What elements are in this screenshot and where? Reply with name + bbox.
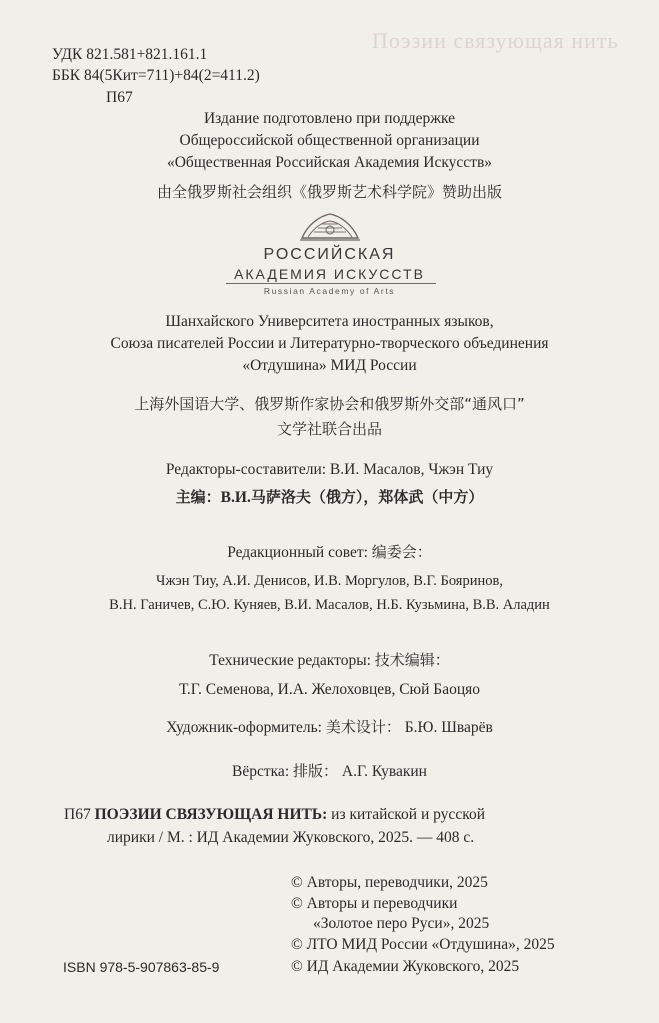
- udk-line: УДК 821.581+821.161.1: [52, 46, 208, 63]
- support-line-2: Общероссийской общественной организации: [179, 132, 480, 149]
- board-line-2: В.Н. Ганичев, С.Ю. Куняев, В.И. Масалов, Н.Б. Кузьмина, В.В. Аладин: [109, 597, 550, 613]
- author-sign-code: П67: [106, 89, 133, 106]
- designer-label: Художник-оформитель:: [166, 719, 322, 736]
- biblio-line-2: лирики / М. : ИД Академии Жуковского, 2025. — 408 с.: [107, 829, 475, 846]
- designer-name: Б.Ю. Шварёв: [404, 719, 493, 736]
- support-line-1: Издание подготовлено при поддержке: [203, 110, 456, 127]
- logo-text-line-1: РОССИЙСКАЯ: [263, 246, 396, 263]
- tech-heading: [0, 649, 659, 670]
- designer-cn-label: 美术设计：: [325, 718, 401, 736]
- copyright-2b: «Золотое перо Руси», 2025: [313, 915, 490, 932]
- bleed-through-text: Поэзии связующая нить: [372, 28, 619, 53]
- tech-cn-label: 技术编辑：: [374, 651, 450, 669]
- bbk-line: ББК 84(5Кит=711)+84(2=411.2): [52, 67, 260, 84]
- layout-name: А.Г. Кувакин: [341, 763, 427, 780]
- copyright-4: © ИД Академии Жуковского, 2025: [291, 958, 520, 975]
- biblio-rest: из китайской и русской: [331, 806, 485, 823]
- layout-label: Вёрстка:: [232, 763, 290, 780]
- board-cn-label: 编委会：: [371, 543, 432, 561]
- tech-names: Т.Г. Семенова, И.А. Желоховцев, Сюй Баоцяо: [179, 681, 480, 698]
- editors-cn-label: 主编：: [175, 488, 221, 506]
- layout-cn-label: 排版：: [293, 762, 339, 780]
- tech-label: Технические редакторы:: [209, 652, 371, 669]
- copyright-2a: © Авторы и переводчики: [291, 895, 458, 912]
- logo-divider: [226, 283, 436, 284]
- editors-cn-line: [0, 486, 659, 507]
- layout-line: [0, 760, 659, 781]
- isbn: ISBN 978-5-907863-85-9: [63, 959, 220, 975]
- publishers-line-1: Шанхайского Университета иностранных языков,: [165, 313, 494, 330]
- editors-label: Редакторы-составители:: [165, 461, 327, 478]
- board-label: Редакционный совет:: [227, 544, 368, 561]
- biblio-title: ПОЭЗИИ СВЯЗУЮЩАЯ НИТЬ:: [94, 806, 328, 823]
- publishers-line-2: Союза писателей России и Литературно-творческого объединения: [110, 335, 549, 352]
- logo-text-line-2: АКАДЕМИЯ ИСКУССТВ: [234, 266, 425, 282]
- board-heading: [0, 541, 659, 562]
- editors-names: В.И. Масалов, Чжэн Тиу: [329, 461, 494, 478]
- biblio-line-1: [64, 806, 485, 824]
- copyright-1: © Авторы, переводчики, 2025: [291, 874, 488, 891]
- editors-cn-names: 马萨洛夫（俄方），郑体武（中方）: [250, 488, 484, 506]
- logo-text-line-3: Russian Academy of Arts: [263, 286, 396, 296]
- support-line-cn: 由全俄罗斯社会组织《俄罗斯艺术科学院》赞助出版: [156, 183, 502, 201]
- copyright-3: © ЛТО МИД России «Отдушина», 2025: [291, 936, 555, 953]
- support-line-3: «Общественная Российская Академия Искусств»: [166, 154, 493, 171]
- biblio-code: П67: [64, 806, 91, 823]
- publishers-line-3: «Отдушина» МИД России: [242, 357, 417, 374]
- publishers-line-cn-1: 上海外国语大学、俄罗斯作家协会和俄罗斯外交部“通风口”: [134, 395, 525, 413]
- board-line-1: Чжэн Тиу, А.И. Денисов, И.В. Моргулов, В.Г. Бояринов,: [156, 573, 503, 589]
- designer-line: [0, 716, 659, 737]
- publishers-line-cn-2: 文学社联合出品: [276, 420, 382, 438]
- editors-line: [0, 461, 659, 479]
- editors-cn-initials: В.И.: [220, 489, 251, 506]
- academy-emblem-icon: [298, 210, 362, 244]
